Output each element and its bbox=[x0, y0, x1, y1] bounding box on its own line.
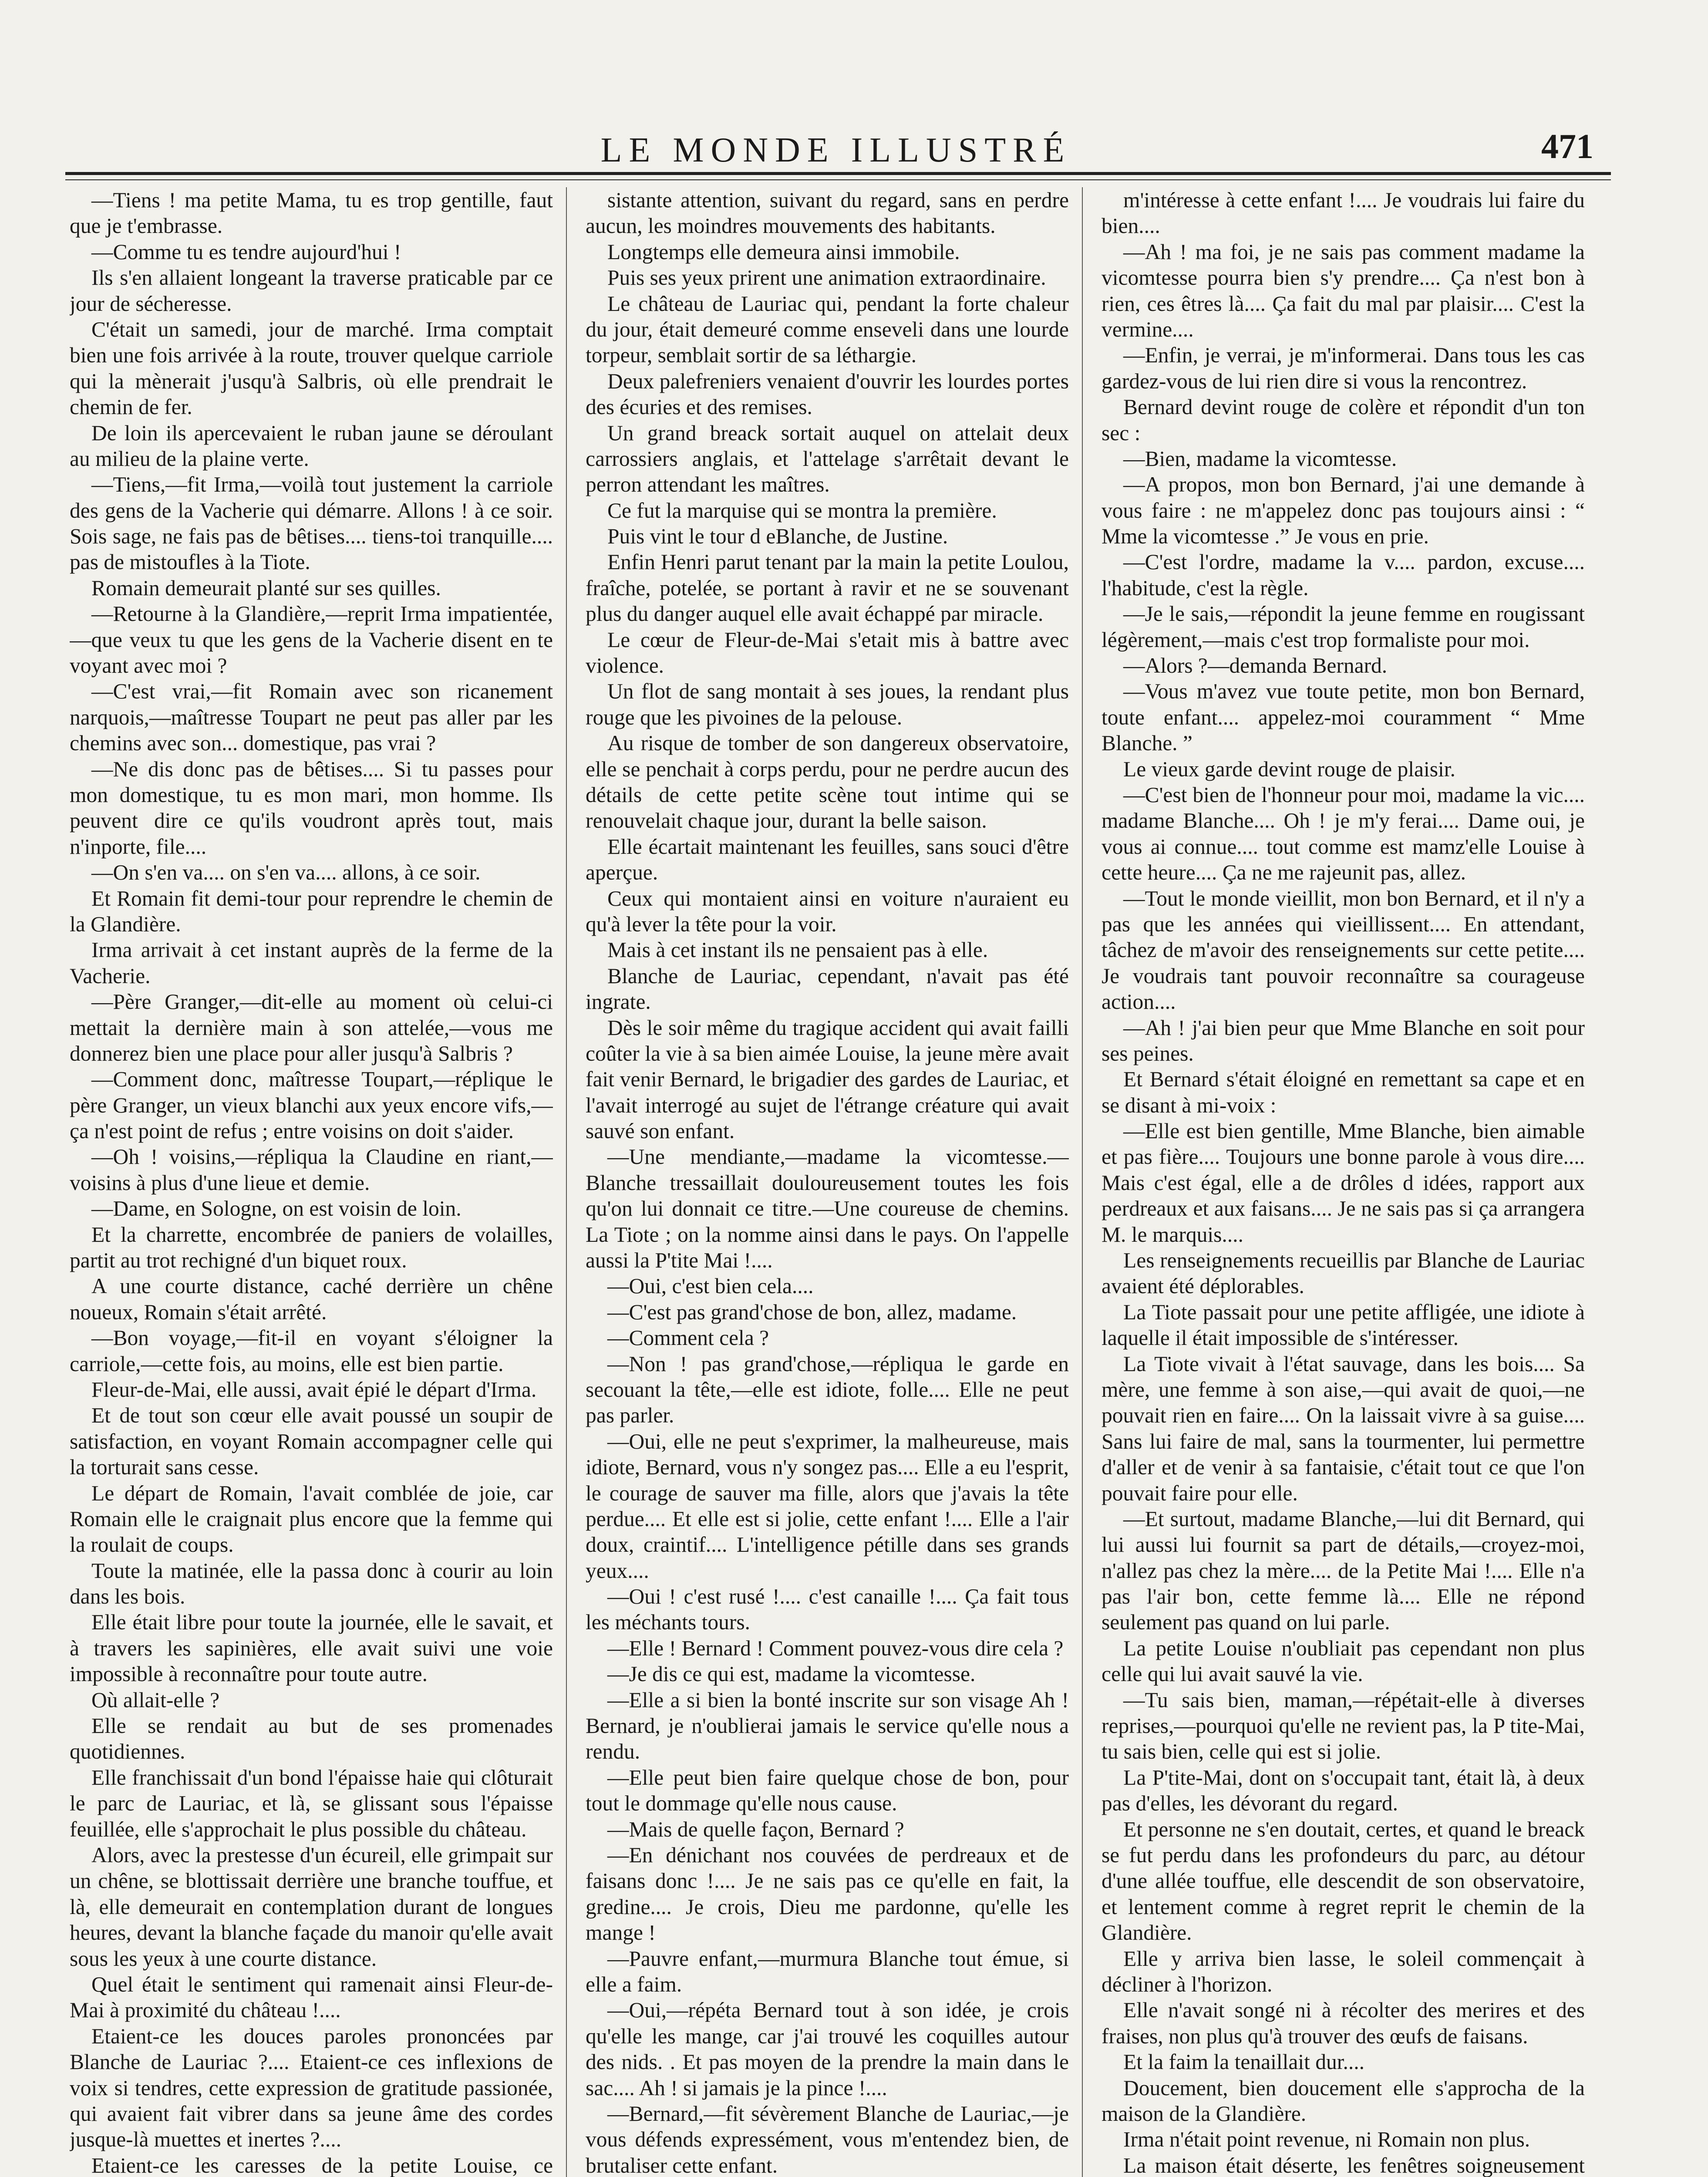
header-rule-thick bbox=[65, 172, 1611, 175]
paragraph: Et Bernard s'était éloigné en remettant sa cape et en se disant à mi-voix : bbox=[1102, 1067, 1585, 1117]
paragraph: Elle était libre pour toute la journée, elle le savait, et à travers les sapinières, elle avait suivi une voie impossible à reconnaître pour toute autre. bbox=[70, 1610, 553, 1686]
paragraph: Le vieux garde devint rouge de plaisir. bbox=[1123, 757, 1455, 781]
paragraph: Et Romain fit demi-tour pour reprendre le chemin de la Glandière. bbox=[70, 886, 553, 936]
paragraph: —Tiens,—fit Irma,—voilà tout justement la carriole des gens de la Vacherie qui démarre. Allons ! à ce soir. Sois sage, ne fais pas de bêtises.... tiens-toi tranquille.... pas de mistoufles à la Tiote. bbox=[70, 472, 553, 574]
paragraph: Longtemps elle demeura ainsi immobile. bbox=[607, 239, 960, 264]
paragraph: —Retourne à la Glandière,—reprit Irma impatientée,—que veux tu que les gens de la Vacherie disent en te voyant avec moi ? bbox=[70, 602, 553, 678]
paragraph: Enfin Henri parut tenant par la main la petite Loulou, fraîche, potelée, se portant à ravir et ne se souvenant plus du danger auquel elle avait échappé par miracle. bbox=[586, 550, 1069, 626]
text-columns bbox=[70, 187, 1611, 2177]
paragraph: Et la charrette, encombrée de paniers de volailles, partit au trot rechigné d'un biquet roux. bbox=[70, 1222, 553, 1273]
paragraph: La Tiote vivait à l'état sauvage, dans les bois.... Sa mère, une femme à son aise,—qui avait de quoi,—ne pouvait rien en faire.... On la laissait vivre à sa guise.... Sans lui faire de mal, sans la tourmenter, lui permettre d'aller et de venir à sa fantaisie, c'était tout ce que l'on pouvait faire pour elle. bbox=[1102, 1351, 1585, 1505]
paragraph: Romain demeurait planté sur ses quilles. bbox=[91, 576, 441, 600]
paragraph: De loin ils apercevaient le ruban jaune se déroulant au milieu de la plaine verte. bbox=[70, 421, 553, 471]
paragraph: —Une mendiante,—madame la vicomtesse.— Blanche tressaillait douloureusement toutes les fois qu'on lui donnait ce titre.—Une coureuse de chemins. La Tiote ; on la nomme ainsi dans le pays. On l'appelle aussi la P'tite Mai !.... bbox=[586, 1145, 1069, 1273]
paragraph: —Elle ! Bernard ! Comment pouvez-vous dire cela ? bbox=[607, 1636, 1064, 1660]
paragraph: Le cœur de Fleur-de-Mai s'etait mis à battre avec violence. bbox=[586, 627, 1069, 678]
paragraph: Et de tout son cœur elle avait poussé un soupir de satisfaction, en voyant Romain accompagner celle qui la torturait sans cesse. bbox=[70, 1403, 553, 1479]
paragraph: —Dame, en Sologne, on est voisin de loin. bbox=[91, 1196, 462, 1221]
paragraph: —Oh ! voisins,—répliqua la Claudine en riant,—voisins à plus d'une lieue et demie. bbox=[70, 1145, 553, 1195]
paragraph: Le départ de Romain, l'avait comblée de joie, car Romain elle le craignait plus encore que la femme qui la roulait de coups. bbox=[70, 1481, 553, 1557]
paragraph: Elle n'avait songé ni à récolter des merires et des fraises, non plus qu'à trouver des œufs de faisans. bbox=[1102, 1998, 1585, 2048]
paragraph: —Non ! pas grand'chose,—répliqua le garde en secouant la tête,—elle est idiote, folle.... Elle ne peut pas parler. bbox=[586, 1351, 1069, 1428]
paragraph: —Je dis ce qui est, madame la vicomtesse. bbox=[607, 1662, 976, 1686]
paragraph: Mais à cet instant ils ne pensaient pas à elle. bbox=[607, 938, 988, 962]
paragraph: —Pauvre enfant,—murmura Blanche tout émue, si elle a faim. bbox=[586, 1946, 1069, 1996]
paragraph: Elle écartait maintenant les feuilles, sans souci d'être aperçue. bbox=[586, 834, 1069, 885]
paragraph: La Tiote passait pour une petite affligée, une idiote à laquelle il était impossible de s'intéresser. bbox=[1102, 1300, 1585, 1350]
paragraph: sistante attention, suivant du regard, sans en perdre aucun, les moindres mouvements des habitants. bbox=[586, 188, 1069, 238]
page-number: 471 bbox=[1541, 128, 1593, 166]
paragraph: —En dénichant nos couvées de perdreaux et de faisans donc !.... Je ne sais pas ce qu'elle en fait, la gredine.... Je crois, Dieu me pardonne, qu'elle les mange ! bbox=[586, 1843, 1069, 1945]
paragraph: m'intéresse à cette enfant !.... Je voudrais lui faire du bien.... bbox=[1102, 188, 1585, 238]
paragraph: Elle se rendait au but de ses promenades quotidiennes. bbox=[70, 1714, 553, 1764]
paragraph: Puis vint le tour d eBlanche, de Justine. bbox=[607, 524, 948, 549]
paragraph: —Alors ?—demanda Bernard. bbox=[1123, 654, 1388, 678]
paragraph: —Elle peut bien faire quelque chose de bon, pour tout le dommage qu'elle nous cause. bbox=[586, 1765, 1069, 1816]
paragraph: —Elle est bien gentille, Mme Blanche, bien aimable et pas fière.... Toujours une bonne parole à vous dire.... Mais c'est égal, elle a de drôles d idées, rapport aux perdreaux et aux faisans.... Je ne sais pas si ça arrangera M. le marquis.... bbox=[1102, 1119, 1585, 1247]
paragraph: —On s'en va.... on s'en va.... allons, à ce soir. bbox=[91, 860, 481, 885]
paragraph: —Tout le monde vieillit, mon bon Bernard, et il n'y a pas que les années qui vieillissent.... En attendant, tâchez de m'avoir des renseignements sur cette petite.... Je voudrais tant pouvoir reconnaître sa courageuse action.... bbox=[1102, 886, 1585, 1014]
paragraph: Ceux qui montaient ainsi en voiture n'auraient eu qu'à lever la tête pour la voir. bbox=[586, 886, 1069, 936]
paragraph: —Tiens ! ma petite Mama, tu es trop gentille, faut que je t'embrasse. bbox=[70, 188, 553, 238]
paragraph: Doucement, bien doucement elle s'approcha de la maison de la Glandière. bbox=[1102, 2076, 1585, 2126]
paragraph: —Ah ! j'ai bien peur que Mme Blanche en soit pour ses peines. bbox=[1102, 1015, 1585, 1065]
paragraph: —Père Granger,—dit-elle au moment où celui-ci mettait la dernière main à son attelée,—vous me donnerez bien une place pour aller jusqu'à Salbris ? bbox=[70, 990, 553, 1065]
paragraph: Toute la matinée, elle la passa donc à courir au loin dans les bois. bbox=[70, 1558, 553, 1609]
paragraph: —Bon voyage,—fit-il en voyant s'éloigner la carriole,—cette fois, au moins, elle est bien partie. bbox=[70, 1326, 553, 1376]
paragraph: —C'est vrai,—fit Romain avec son ricanement narquois,—maîtresse Toupart ne peut pas aller par les chemins avec son... domestique, pas vrai ? bbox=[70, 679, 553, 755]
paragraph: Et la faim la tenaillait dur.... bbox=[1123, 2050, 1364, 2074]
paragraph: —Comment donc, maîtresse Toupart,—réplique le père Granger, un vieux blanchi aux yeux encore vifs,—ça n'est point de refus ; entre voisins on doit s'aider. bbox=[70, 1067, 553, 1143]
paragraph: Irma arrivait à cet instant auprès de la ferme de la Vacherie. bbox=[70, 938, 553, 988]
paragraph: Blanche de Lauriac, cependant, n'avait pas été ingrate. bbox=[586, 964, 1069, 1014]
column-3 bbox=[1102, 187, 1585, 2177]
paragraph: —Elle a si bien la bonté inscrite sur son visage Ah ! Bernard, je n'oublierai jamais le service qu'elle nous a rendu. bbox=[586, 1688, 1069, 1764]
paragraph: Elle y arriva bien lasse, le soleil commençait à décliner à l'horizon. bbox=[1102, 1946, 1585, 1996]
paragraph: —Tu sais bien, maman,—répétait-elle à diverses reprises,—pourquoi qu'elle ne revient pas, la P tite-Mai, tu sais bien, celle qui est si jolie. bbox=[1102, 1688, 1585, 1764]
paragraph: C'était un samedi, jour de marché. Irma comptait bien une fois arrivée à la route, trouver quelque carriole qui la mènerait j'usqu'à Salbris, où elle prendrait le chemin de fer. bbox=[70, 317, 553, 419]
paragraph: Un flot de sang montait à ses joues, la rendant plus rouge que les pivoines de la pelouse. bbox=[586, 679, 1069, 729]
paragraph: A une courte distance, caché derrière un chêne noueux, Romain s'était arrêté. bbox=[70, 1274, 553, 1324]
paragraph: Au risque de tomber de son dangereux observatoire, elle se penchait à corps perdu, pour ne perdre aucun des détails de cette petite scène tout intime qui se renouvelait chaque jour, durant la belle saison. bbox=[586, 731, 1069, 833]
paragraph: —Vous m'avez vue toute petite, mon bon Bernard, toute enfant.... appelez-moi couramment “ Mme Blanche. ” bbox=[1102, 679, 1585, 755]
column-2 bbox=[586, 187, 1069, 2177]
paragraph: —A propos, mon bon Bernard, j'ai une demande à vous faire : ne m'appelez donc pas toujours ainsi : “ Mme la vicomtesse .” Je vous en prie. bbox=[1102, 472, 1585, 549]
paragraph: —Oui ! c'est rusé !.... c'est canaille !.... Ça fait tous les méchants tours. bbox=[586, 1584, 1069, 1634]
paragraph: —Ah ! ma foi, je ne sais pas comment madame la vicomtesse pourra bien s'y prendre.... Ça n'est bon à rien, ces êtres là.... Ça fait du mal par plaisir.... C'est la vermine.... bbox=[1102, 239, 1585, 341]
paragraph: —Ne dis donc pas de bêtises.... Si tu passes pour mon domestique, tu es mon mari, mon homme. Ils peuvent dire ce qu'ils voudront après tout, mais n'inporte, file.... bbox=[70, 757, 553, 859]
paragraph: Etaient-ce les douces paroles prononcées par Blanche de Lauriac ?.... Etaient-ce ces inflexions de voix si tendres, cette expression de gratitude passionée, qui avaient fait vibrer dans sa jeune âme des cordes jusque-là muettes et inertes ?.... bbox=[70, 2024, 553, 2152]
paragraph: Le château de Lauriac qui, pendant la forte chaleur du jour, était demeuré comme enseveli dans une lourde torpeur, semblait sortir de sa léthargie. bbox=[586, 291, 1069, 367]
paragraph: Puis ses yeux prirent une animation extraordinaire. bbox=[607, 266, 1046, 290]
paragraph: Les renseignements recueillis par Blanche de Lauriac avaient été déplorables. bbox=[1102, 1248, 1585, 1298]
paragraph: —Oui, elle ne peut s'exprimer, la malheureuse, mais idiote, Bernard, vous n'y songez pas.... Elle a eu l'esprit, le courage de sauver ma fille, alors que j'avais la tête perdue.... Et elle est si jolie, cette enfant !.... Elle a l'air doux, craintif.... L'intelligence pétille dans ses grands yeux.... bbox=[586, 1429, 1069, 1583]
paragraph: La maison était déserte, les fenêtres soigneusement bbox=[1123, 2153, 1585, 2177]
paragraph: Etaient-ce les caresses de la petite Louise, ce bbox=[91, 2153, 553, 2177]
paragraph: Ils s'en allaient longeant la traverse praticable par ce jour de sécheresse. bbox=[70, 266, 553, 316]
paragraph: —Enfin, je verrai, je m'informerai. Dans tous les cas gardez-vous de lui rien dire si vous la rencontrez. bbox=[1102, 343, 1585, 393]
paragraph: Elle franchissait d'un bond l'épaisse haie qui clôturait le parc de Lauriac, et là, se glissant sous l'épaisse feuillée, elle s'approchait le plus possible du château. bbox=[70, 1765, 553, 1841]
paragraph: La P'tite-Mai, dont on s'occupait tant, était là, à deux pas d'elles, les dévorant du regard. bbox=[1102, 1765, 1585, 1816]
paragraph: —Comment cela ? bbox=[607, 1326, 769, 1350]
paragraph: Dès le soir même du tragique accident qui avait failli coûter la vie à sa bien aimée Louise, la jeune mère avait fait venir Bernard, le brigadier des gardes de Lauriac, et l'avait interrogé au sujet de l'étrange créature qui avait sauvé son enfant. bbox=[586, 1015, 1069, 1143]
header-rule-thin bbox=[65, 179, 1611, 180]
paragraph: —Bernard,—fit sévèrement Blanche de Lauriac,—je vous défends expressément, vous m'entendez bien, de brutaliser cette enfant. bbox=[586, 2101, 1069, 2177]
paragraph: Et personne ne s'en doutait, certes, et quand le breack se fut perdu dans les profondeurs du parc, au détour d'une allée touffue, elle descendit de son observatoire, et lentement comme à regret reprit le chemin de la Glandière. bbox=[1102, 1817, 1585, 1945]
paragraph: —Oui, c'est bien cela.... bbox=[607, 1274, 814, 1298]
paragraph: Un grand breack sortait auquel on attelait deux carrossiers anglais, et l'attelage s'arrêtait devant le perron attendant les maîtres. bbox=[586, 421, 1069, 497]
paragraph: Fleur-de-Mai, elle aussi, avait épié le départ d'Irma. bbox=[91, 1377, 537, 1402]
paragraph: —Et surtout, madame Blanche,—lui dit Bernard, qui lui aussi lui fournit sa part de détails,—croyez-moi, n'allez pas chez la mère.... de la Petite Mai !.... Elle n'a pas l'air bon, cette femme là.... Elle ne répond seulement pas quand on lui parle. bbox=[1102, 1506, 1585, 1634]
paragraph: —Mais de quelle façon, Bernard ? bbox=[607, 1817, 904, 1841]
paragraph: Où allait-elle ? bbox=[91, 1688, 220, 1712]
page-header bbox=[65, 118, 1607, 170]
column-1 bbox=[70, 187, 553, 2177]
paragraph: —Comme tu es tendre aujourd'hui ! bbox=[91, 239, 401, 264]
paragraph: Alors, avec la prestesse d'un écureil, elle grimpait sur un chêne, se blottissait derrière une branche touffue, et là, elle demeurait en contemplation durant de longues heures, devant la blanche façade du manoir qu'elle avait sous les yeux à une courte distance. bbox=[70, 1843, 553, 1971]
paragraph: Ce fut la marquise qui se montra la première. bbox=[607, 498, 997, 522]
paragraph: —C'est l'ordre, madame la v.... pardon, excuse.... l'habitude, c'est la règle. bbox=[1102, 550, 1585, 600]
paragraph: —C'est bien de l'honneur pour moi, madame la vic.... madame Blanche.... Oh ! je m'y ferai.... Dame oui, je vous ai connue.... tout comme est mamz'elle Louise à cette heure.... Ça ne me rajeunit pas, allez. bbox=[1102, 782, 1585, 885]
paragraph: Bernard devint rouge de colère et répondit d'un ton sec : bbox=[1102, 395, 1585, 445]
paragraph: —Bien, madame la vicomtesse. bbox=[1123, 446, 1397, 471]
journal-title: LE MONDE ILLUSTRÉ bbox=[600, 131, 1071, 169]
paragraph: —C'est pas grand'chose de bon, allez, madame. bbox=[607, 1300, 1017, 1324]
paragraph: —Je le sais,—répondit la jeune femme en rougissant légèrement,—mais c'est trop formaliste pour moi. bbox=[1102, 602, 1585, 652]
paragraph: Quel était le sentiment qui ramenait ainsi Fleur-de-Mai à proximité du château !.... bbox=[70, 1972, 553, 2022]
paragraph: Deux palefreniers venaient d'ouvrir les lourdes portes des écuries et des remises. bbox=[586, 369, 1069, 419]
paragraph: Irma n'était point revenue, ni Romain non plus. bbox=[1123, 2127, 1530, 2152]
paragraph: —Oui,—répéta Bernard tout à son idée, je crois qu'elle les mange, car j'ai trouvé les coquilles autour des nids. . Et pas moyen de la prendre la main dans le sac.... Ah ! si jamais je la pince !.... bbox=[586, 1998, 1069, 2100]
paragraph: La petite Louise n'oubliait pas cependant non plus celle qui lui avait sauvé la vie. bbox=[1102, 1636, 1585, 1686]
